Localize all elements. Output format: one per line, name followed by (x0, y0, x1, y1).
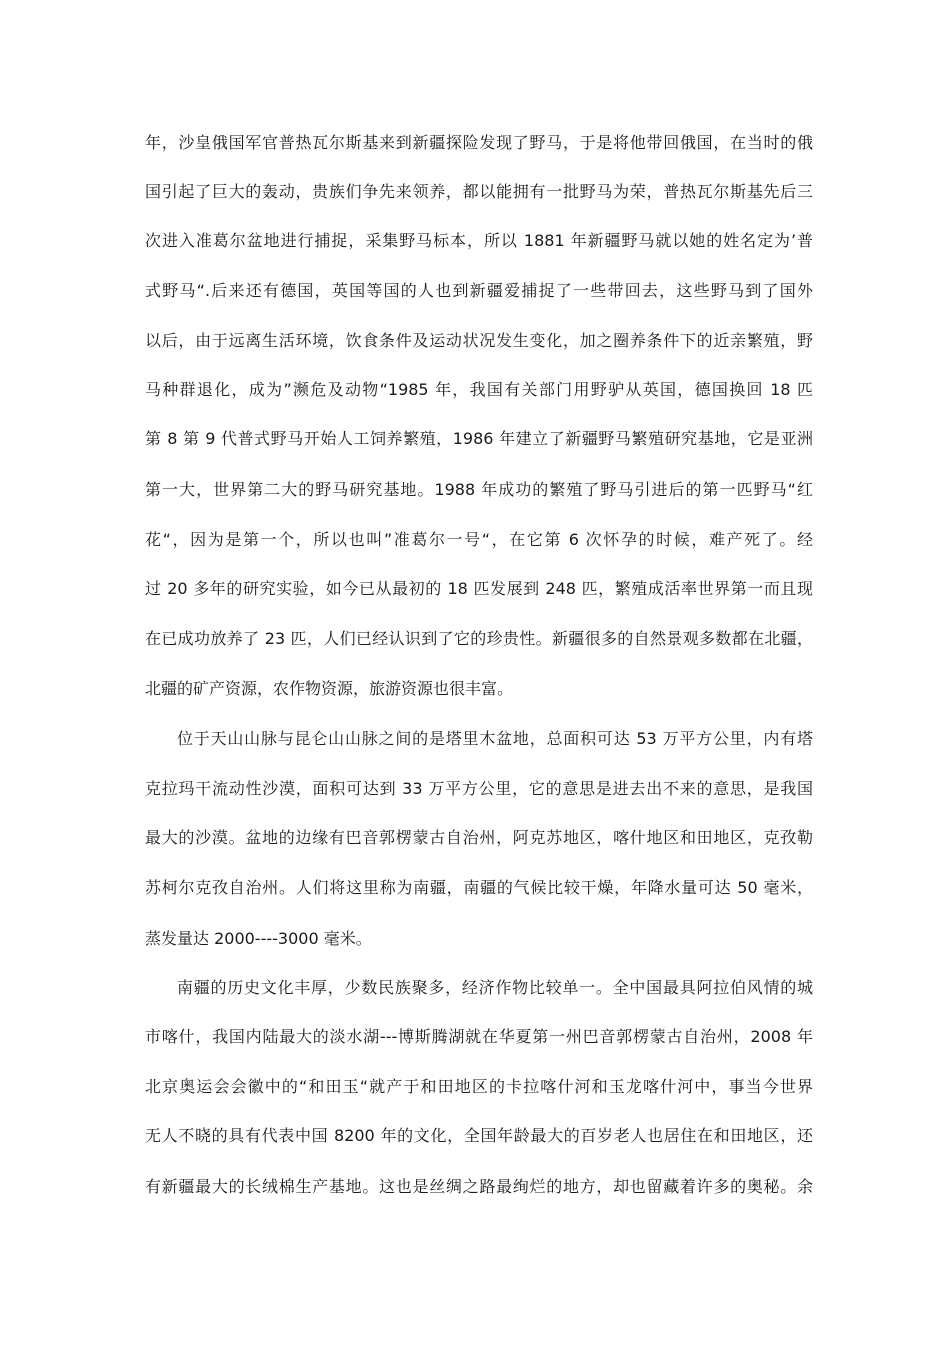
text-line: 无人不晓的具有代表中国 8200 年的文化，全国年龄最大的百岁老人也居住在和田地区，还 (145, 1126, 813, 1145)
text-line: 克拉玛干流动性沙漠，面积可达到 33 万平方公里，它的意思是进去出不来的意思，是我国 (145, 779, 813, 798)
text-line: 第 8 第 9 代普式野马开始人工饲养繁殖，1986 年建立了新疆野马繁殖研究基地，它是亚洲 (145, 429, 813, 448)
text-line: 年，沙皇俄国军官普热瓦尔斯基来到新疆探险发现了野马，于是将他带回俄国，在当时的俄 (145, 133, 813, 152)
text-line: 蒸发量达 2000----3000 毫米。 (145, 929, 372, 948)
text-line: 第一大，世界第二大的野马研究基地。1988 年成功的繁殖了野马引进后的第一匹野马“红 (145, 480, 813, 499)
text-line: 次进入准葛尔盆地进行捕捉，采集野马标本，所以 1881 年新疆野马就以她的姓名定为’普 (145, 231, 813, 250)
text-line: 北疆的矿产资源，农作物资源，旅游资源也很丰富。 (145, 679, 514, 698)
text-line: 过 20 多年的研究实验，如今已从最初的 18 匹发展到 248 匹，繁殖成活率世界第一而且现 (145, 579, 813, 598)
text-line: 式野马“.后来还有德国，英国等国的人也到新疆爱捕捉了一些带回去，这些野马到了国外 (145, 281, 813, 300)
text-line: 苏柯尔克孜自治州。人们将这里称为南疆，南疆的气候比较干燥，年降水量可达 50 毫米， (145, 878, 813, 897)
text-line: 最大的沙漠。盆地的边缘有巴音郭楞蒙古自治州，阿克苏地区，喀什地区和田地区，克孜勒 (145, 828, 813, 847)
text-line: 以后，由于远离生活环境，饮食条件及运动状况发生变化，加之圈养条件下的近亲繁殖，野 (145, 331, 813, 350)
text-line: 花“，因为是第一个，所以也叫”准葛尔一号“，在它第 6 次怀孕的时候，难产死了。经 (145, 530, 813, 549)
paragraph-first-line: 位于天山山脉与昆仑山山脉之间的是塔里木盆地，总面积可达 53 万平方公里，内有塔 (177, 729, 813, 748)
text-line: 马种群退化，成为”濒危及动物“1985 年，我国有关部门用野驴从英国，德国换回 18 匹 (145, 380, 813, 399)
text-line: 北京奥运会会徽中的“和田玉“就产于和田地区的卡拉喀什河和玉龙喀什河中，事当今世界 (145, 1077, 813, 1096)
paragraph-first-line: 南疆的历史文化丰厚，少数民族聚多，经济作物比较单一。全中国最具阿拉伯风情的城 (177, 978, 813, 997)
text-line: 国引起了巨大的轰动，贵族们争先来领养，都以能拥有一批野马为荣，普热瓦尔斯基先后三 (145, 182, 813, 201)
text-line: 有新疆最大的长绒棉生产基地。这也是丝绸之路最绚烂的地方，却也留藏着许多的奥秘。余 (145, 1177, 813, 1196)
text-line: 在已成功放养了 23 匹，人们已经认识到了它的珍贵性。新疆很多的自然景观多数都在北疆， (145, 629, 813, 648)
text-line: 市喀什，我国内陆最大的淡水湖---博斯腾湖就在华夏第一州巴音郭楞蒙古自治州，2008 年 (145, 1027, 813, 1046)
